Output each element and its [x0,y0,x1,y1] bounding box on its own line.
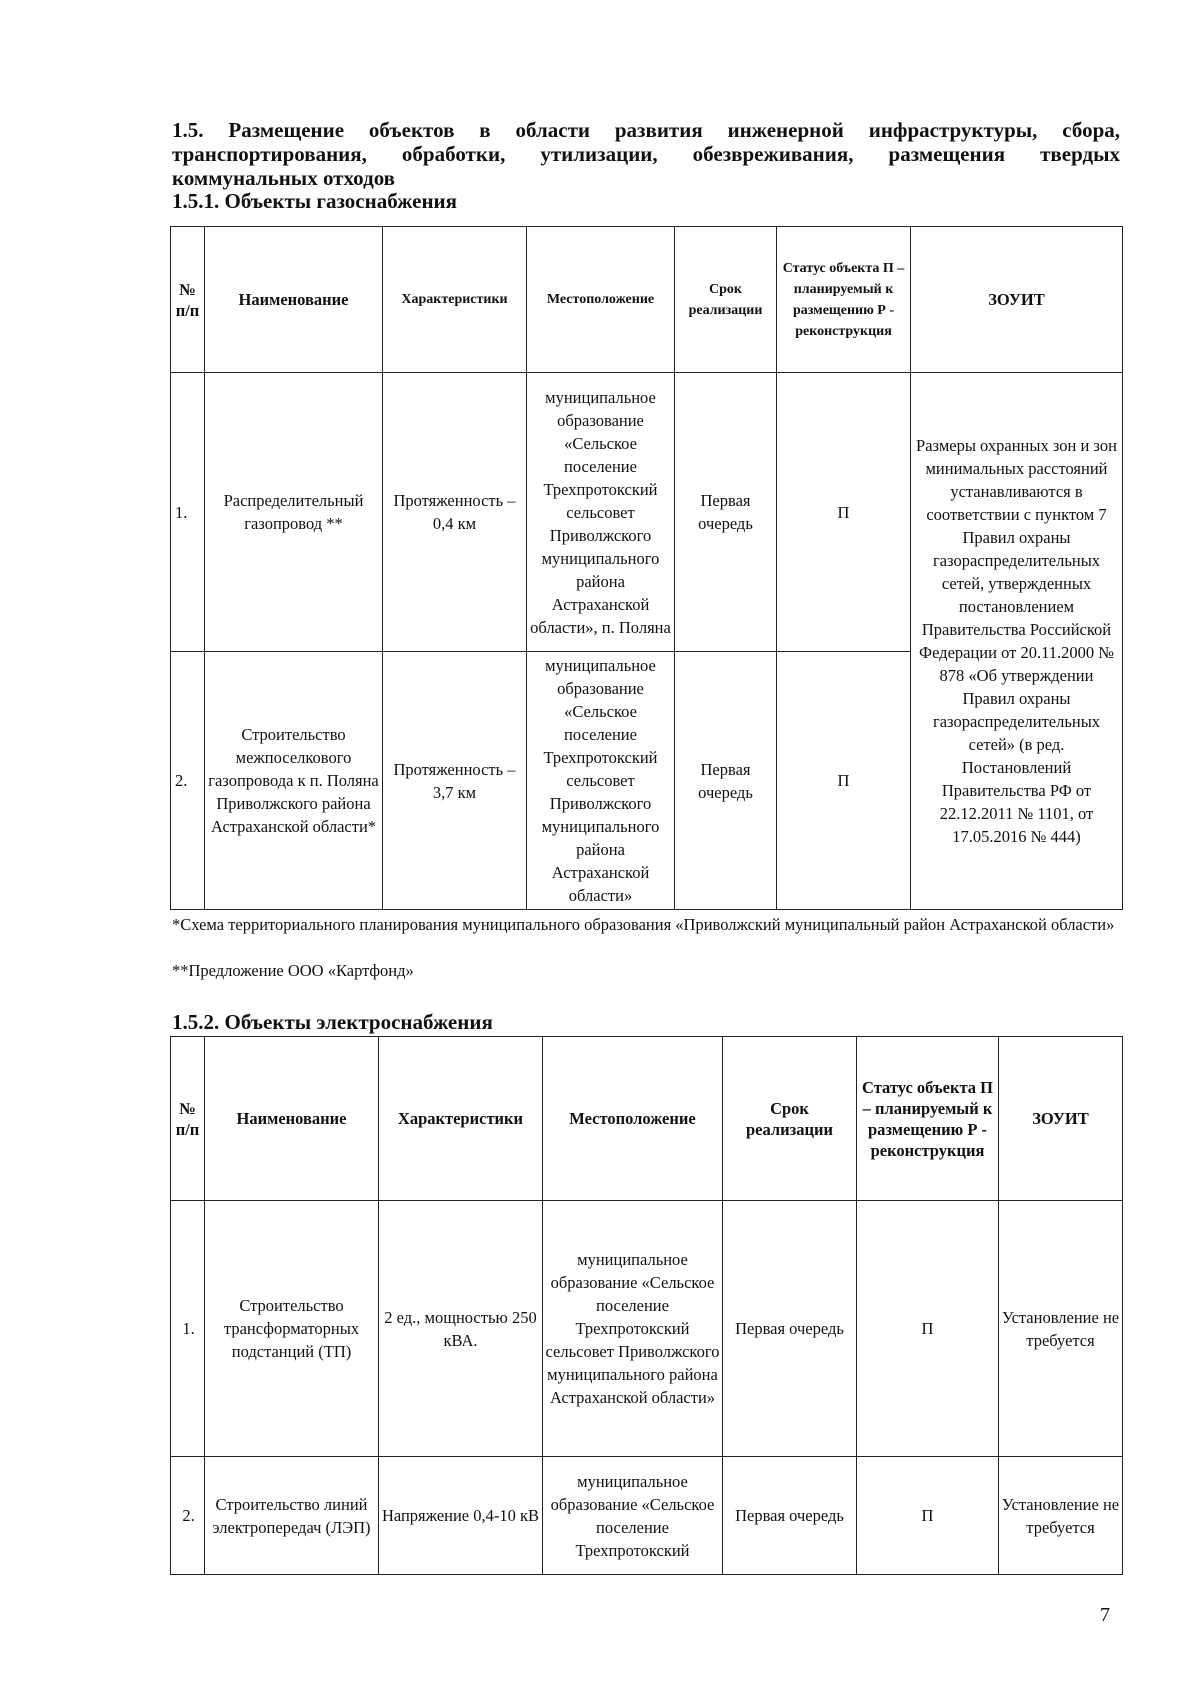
table-row [171,1201,1123,1457]
header-name: Наименование [205,227,383,373]
row-location: муниципальное образование «Сельское поселение Трехпротокский сельсовет Приволжского муниципального района Астраханской области» [543,1201,723,1457]
row-name: Строительство линий электропередач (ЛЭП) [205,1457,379,1575]
row-zone: Установление не требуется [999,1201,1123,1457]
row-characteristics: Напряжение 0,4-10 кВ [379,1457,543,1575]
page-number: 7 [1100,1604,1110,1626]
row-status: П [857,1457,999,1575]
row-status: П [777,373,911,652]
row-num: 1. [171,1201,205,1457]
header-term: Срок реализации [675,227,777,373]
footnote-proposal: **Предложение ООО «Картфонд» [172,961,414,980]
table-header-row [171,227,1123,373]
row-status: П [857,1201,999,1457]
header-zone: ЗОУИТ [911,227,1123,373]
row-name: Строительство трансформаторных подстанций (ТП) [205,1201,379,1457]
header-num: № п/п [171,1037,205,1201]
header-zone: ЗОУИТ [999,1037,1123,1201]
row-characteristics: Протяженность – 0,4 км [383,373,527,652]
row-term: Первая очередь [675,373,777,652]
electric-section-title: 1.5.2. Объекты электроснабжения [172,1010,493,1034]
row-zone: Установление не требуется [999,1457,1123,1575]
row-name: Строительство межпоселкового газопровода к п. Поляна Приволжского района Астраханской области* [205,652,383,910]
row-num: 2. [171,1457,205,1575]
row-characteristics: 2 ед., мощностью 250 кВА. [379,1201,543,1457]
row-location: муниципальное образование «Сельское поселение Трехпротокский [543,1457,723,1575]
section-heading: 1.5. Размещение объектов в области развития инженерной инфраструктуры, сбора, транспортирования, обработки, утилизации, обезвреживания, размещения твердых коммунальных отходов [172,118,1120,190]
row-term: Первая очередь [675,652,777,910]
header-characteristics: Характеристики [379,1037,543,1201]
row-term: Первая очередь [723,1201,857,1457]
gas-section-title: 1.5.1. Объекты газоснабжения [172,189,458,213]
header-num: № п/п [171,227,205,373]
table-row [171,1457,1123,1575]
row-status: П [777,652,911,910]
header-location: Местоположение [543,1037,723,1201]
gas-objects-table [170,226,1123,910]
header-name: Наименование [205,1037,379,1201]
row-location: муниципальное образование «Сельское поселение Трехпротокский сельсовет Приволжского муниципального района Астраханской области», п. Поляна [527,373,675,652]
header-location: Местоположение [527,227,675,373]
table-row [171,373,1123,652]
zone-text-cell: Размеры охранных зон и зон минимальных расстояний устанавливаются в соответствии с пунктом 7 Правил охраны газораспределительных сетей, утвержденных постановлением Правительства Российской Федерации от 20.11.2000 № 878 «Об утверждении Правил охраны газораспределительных сетей» (в ред. Постановлений Правительства РФ от 22.12.2011 № 1101, от 17.05.2016 № 444) [911,373,1123,910]
row-location: муниципальное образование «Сельское поселение Трехпротокский сельсовет Приволжского муниципального района Астраханской области» [527,652,675,910]
row-term: Первая очередь [723,1457,857,1575]
row-num: 1. [171,373,205,652]
electric-objects-table [170,1036,1123,1575]
row-num: 2. [171,652,205,910]
row-characteristics: Протяженность – 3,7 км [383,652,527,910]
row-name: Распределительный газопровод ** [205,373,383,652]
header-term: Срок реализации [723,1037,857,1201]
table-header-row [171,1037,1123,1201]
header-characteristics: Характеристики [383,227,527,373]
header-status: Статус объекта П – планируемый к размещению Р - реконструкция [857,1037,999,1201]
header-status: Статус объекта П – планируемый к размещению Р - реконструкция [777,227,911,373]
footnote-scheme: *Схема территориального планирования муниципального образования «Приволжский муниципальный район Астраханской области» [172,915,1115,934]
